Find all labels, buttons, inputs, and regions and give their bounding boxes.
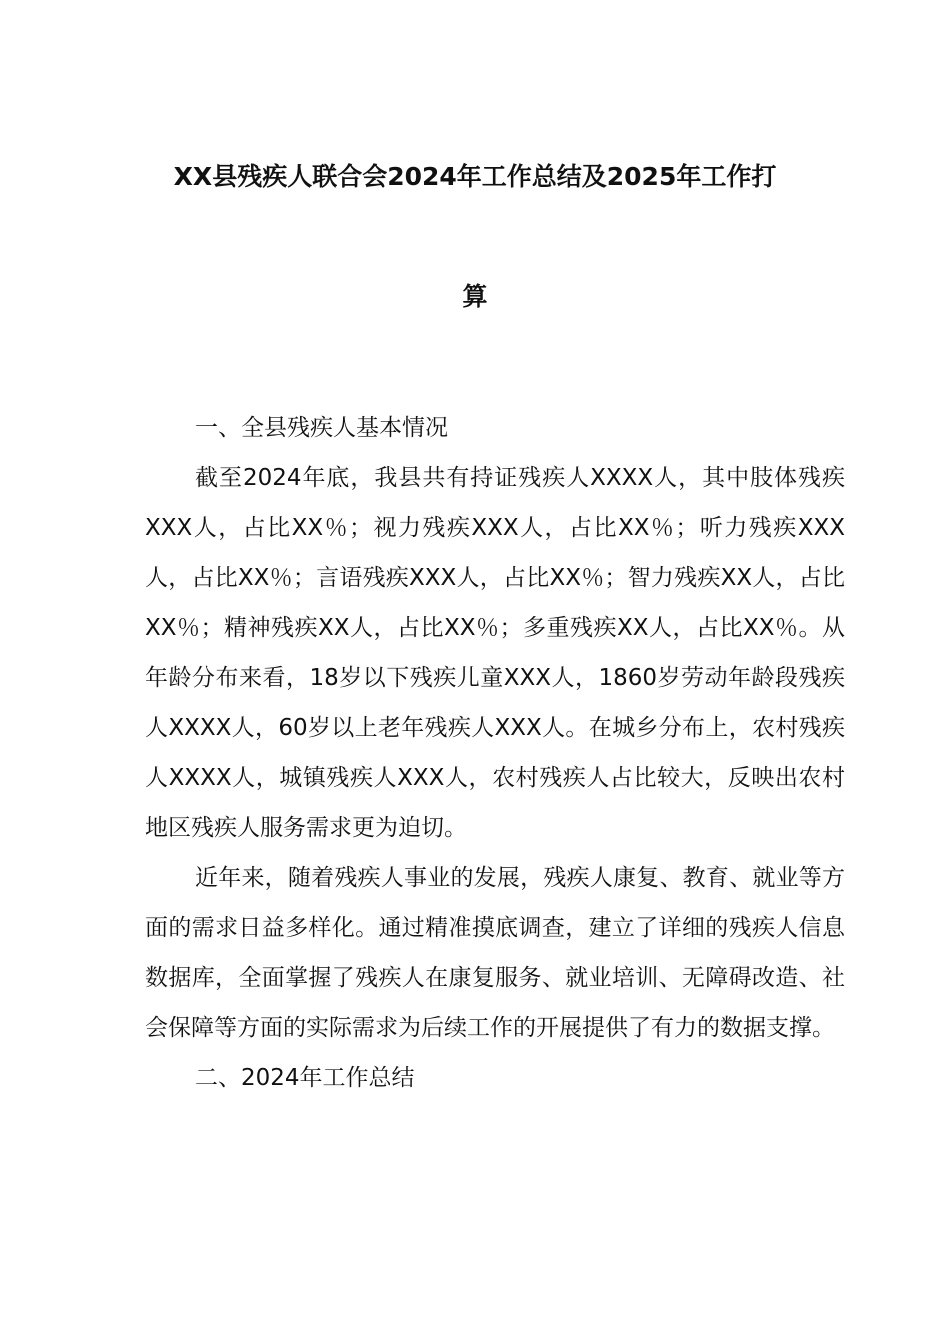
- paragraph-needs: 近年来，随着残疾人事业的发展，残疾人康复、教育、就业等方面的需求日益多样化。通过精准摸底调查，建立了详细的残疾人信息数据库，全面掌握了残疾人在康复服务、就业培训、无障碍改造、社会保障等方面的实际需求为后续工作的开展提供了有力的数据支撑。: [145, 865, 845, 1041]
- document-title-line-2: 算: [462, 282, 488, 311]
- document-title-line-1: XX县残疾人联合会2024年工作总结及2025年工作打: [173, 162, 777, 191]
- section-heading-2: 二、2024年工作总结: [195, 1065, 415, 1091]
- document-body: [145, 403, 845, 1103]
- paragraph-statistics: 截至2024年底，我县共有持证残疾人XXXX人，其中肢体残疾XXX人，占比XX％；视力残疾XXX人，占比XX％；听力残疾XXX人，占比XX％；言语残疾XXX人，占比XX％；智力残疾XX人，占比XX％；精神残疾XX人，占比XX％；多重残疾XX人，占比XX％。从年龄分布来看，18岁以下残疾儿童XXX人，1860岁劳动年龄段残疾人XXXX人，60岁以上老年残疾人XXX人。在城乡分布上，农村残疾人XXXX人，城镇残疾人XXX人，农村残疾人占比较大，反映出农村地区残疾人服务需求更为迫切。: [145, 465, 845, 841]
- section-heading-1: 一、全县残疾人基本情况: [195, 415, 448, 441]
